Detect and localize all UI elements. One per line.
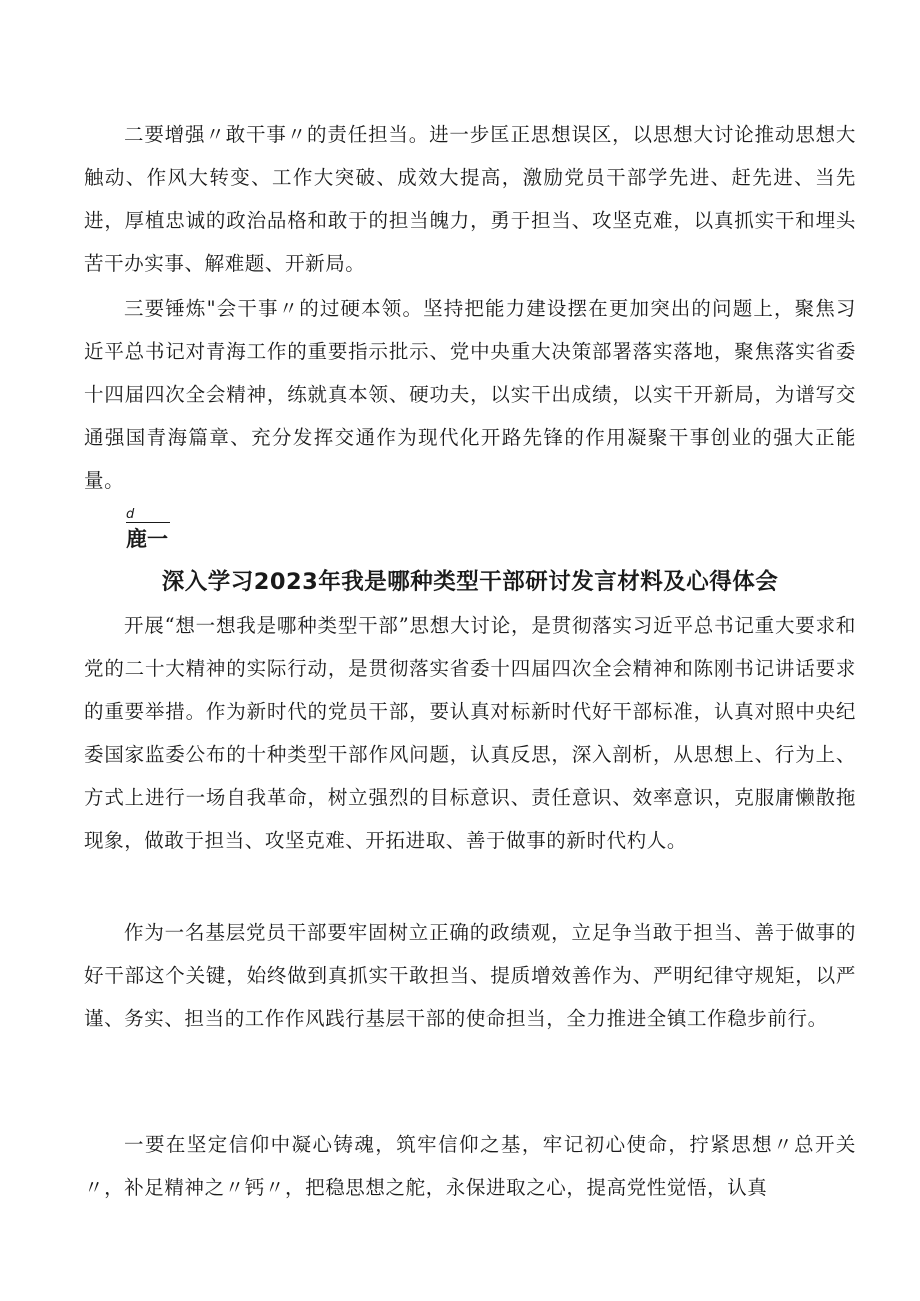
paragraph-faith: 一要在坚定信仰中凝心铸魂，筑牢信仰之基，牢记初心使命，拧紧思想〃总开关〃，补足精神之〃钙〃，把稳思想之舵，永保进取之心，提高党性觉悟，认真 bbox=[84, 1133, 856, 1199]
paragraph-3-ability: 三要锤炼"会干事〃的过硬本领。坚持把能力建设摆在更加突出的问题上，聚焦习近平总书记对青海工作的重要指示批示、党中央重大决策部署落实落地，聚焦落实省委十四届四次全会精神，练就真本领、硬功夫，以实干出成绩，以实干开新局，为谱写交通强国青海篇章、充分发挥交通作为现代化开路先锋的作用凝聚干事创业的强大正能量。 bbox=[84, 297, 856, 492]
article-title: 深入学习2023年我是哪种类型干部研讨发言材料及心得体会 bbox=[161, 569, 779, 595]
paragraph-2-responsibility: 二要增强〃敢干事〃的责任担当。进一步匡正思想误区，以思想大讨论推动思想大触动、作风大转变、工作大突破、成效大提高，激励党员干部学先进、赶先进、当先进，厚植忠诚的政治品格和敢于的担当魄力，勇于担当、攻坚克难，以真抓实干和埋头苦干办实事、解难题、开新局。 bbox=[84, 123, 856, 275]
paragraph-grassroots: 作为一名基层党员干部要牢固树立正确的政绩观，立足争当敢于担当、善于做事的好干部这个关键，始终做到真抓实干敢担当、提质增效善作为、严明纪律守规矩，以严谨、务实、担当的工作作风践行基层干部的使命担当，全力推进全镇工作稳步前行。 bbox=[84, 921, 856, 1030]
marker-big-text: 鹿一 bbox=[126, 527, 168, 551]
paragraph-intro: 开展“想一想我是哪种类型干部”思想大讨论，是贯彻落实习近平总书记重大要求和党的二十大精神的实际行动，是贯彻落实省委十四届四次全会精神和陈刚书记讲话要求的重要举措。作为新时代的党员干部，要认真对标新时代好干部标准，认真对照中央纪委国家监委公布的十种类型干部作风问题，认真反思，深入剖析，从思想上、行为上、方式上进行一场自我革命，树立强烈的目标意识、责任意识、效率意识，克服庸懒散拖现象，做敢于担当、攻坚克难、开拓进取、善于做事的新时代杓人。 bbox=[84, 614, 856, 852]
marker-small-text: d bbox=[126, 508, 170, 523]
section-marker bbox=[126, 508, 170, 553]
